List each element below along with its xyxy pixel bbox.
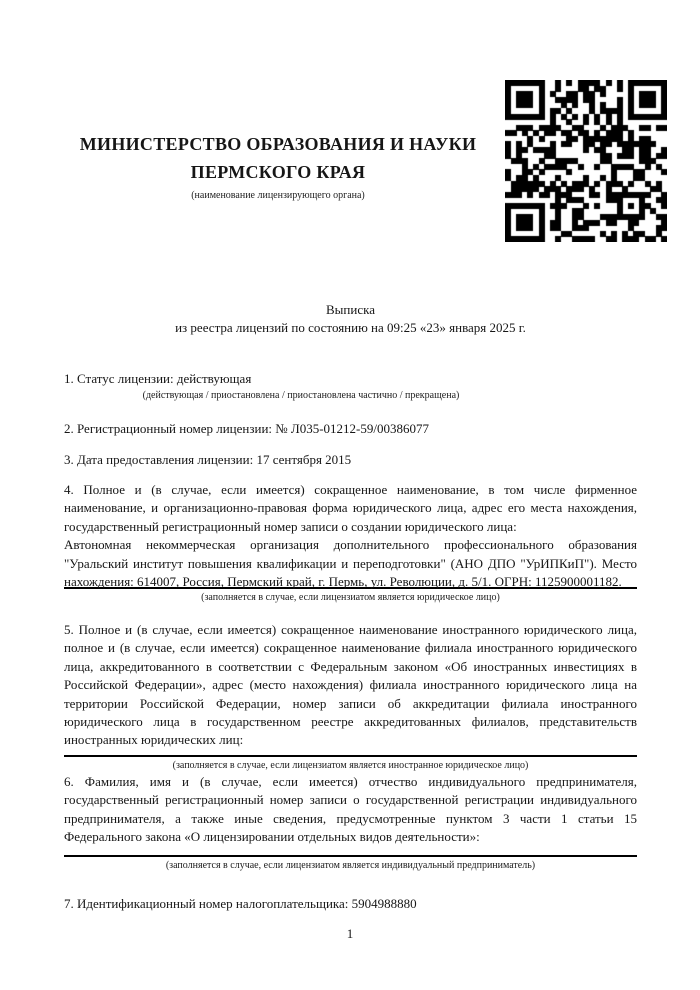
page-number: 1 bbox=[346, 926, 354, 941]
license-status-text: 1. Статус лицензии: действующая bbox=[64, 371, 252, 386]
item-foreign-legal-entity bbox=[64, 621, 637, 772]
taxpayer-id-text: 7. Идентификационный номер налогоплательщика: 5904988880 bbox=[64, 896, 417, 911]
document-title: Выписка bbox=[326, 302, 375, 317]
document-title-block bbox=[64, 301, 637, 338]
authority-name-line2: ПЕРМСКОГО КРАЯ bbox=[190, 162, 366, 182]
fill-in-rule bbox=[64, 755, 637, 757]
legal-entity-value: Автономная некоммерческая организация дополнительного профессионального образования "Уральский институт повышения квалификации и переподготовки" (АНО ДПО "УрИПКиП"). Место нахождения: 614007, Россия, Пермский край, г. Пермь, ул. Революции, д. 5/1. ОГРН: 1125900001182. bbox=[64, 537, 637, 590]
document-subtitle: из реестра лицензий по состоянию на 09:25 «23» января 2025 г. bbox=[175, 320, 526, 336]
document-header bbox=[64, 130, 492, 201]
item-registration-number bbox=[64, 420, 637, 438]
individual-entrepreneur-caption: (заполняется в случае, если лицензиатом является индивидуальный предприниматель) bbox=[165, 859, 536, 871]
foreign-legal-entity-caption: (заполняется в случае, если лицензиатом является иностранное юридическое лицо) bbox=[172, 759, 529, 771]
foreign-legal-entity-label: 5. Полное и (в случае, если имеется) сокращенное наименование иностранного юридического лица, полное и (в случае, если имеется) сокращенное наименование филиала иностранного юридического лица, аккредитованного в соответствии с Федеральным законом «Об иностранных инвестициях в Российской Федерации», адрес (место нахождения) филиала иностранного юридического лица на территории Российской Федерации, номер записи об аккредитации филиала иностранного юридического лица в государственном реестре аккредитованных филиалов, представительств иностранных юридических лиц: bbox=[64, 622, 637, 748]
item-taxpayer-id bbox=[64, 895, 637, 913]
license-grant-date-text: 3. Дата предоставления лицензии: 17 сентября 2015 bbox=[64, 452, 352, 467]
legal-entity-caption: (заполняется в случае, если лицензиатом является юридическое лицо) bbox=[201, 592, 500, 604]
legal-entity-label: 4. Полное и (в случае, если имеется) сокращенное наименование, в том числе фирменное наименование, и организационно-правовая форма юридического лица, адрес его места нахождения, государственный регистрационный номер записи о создании юридического лица: bbox=[64, 482, 637, 534]
item-license-grant-date bbox=[64, 451, 637, 469]
license-status-options-caption: (действующая / приостановлена / приостановлена частично / прекращена) bbox=[142, 390, 460, 401]
registration-number-text: 2. Регистрационный номер лицензии: № Л035-01212-59/00386077 bbox=[64, 421, 430, 436]
individual-entrepreneur-label: 6. Фамилия, имя и (в случае, если имеется) отчество индивидуального предпринимателя, государственный регистрационный номер записи о государственной регистрации индивидуального предпринимателя, а также иные сведения, предусмотренные пунктом 3 части 1 статьи 15 Федерального закона «О лицензировании отдельных видов деятельности»: bbox=[64, 774, 637, 845]
authority-name-caption: (наименование лицензирующего органа) bbox=[191, 190, 365, 201]
licensing-authority-name bbox=[64, 130, 492, 186]
item-legal-entity bbox=[64, 481, 637, 604]
authority-name-line1: МИНИСТЕРСТВО ОБРАЗОВАНИЯ И НАУКИ bbox=[79, 134, 477, 154]
item-license-status bbox=[64, 370, 637, 388]
item-individual-entrepreneur bbox=[64, 773, 637, 872]
qr-code-icon bbox=[505, 80, 667, 242]
fill-in-rule bbox=[64, 855, 637, 857]
